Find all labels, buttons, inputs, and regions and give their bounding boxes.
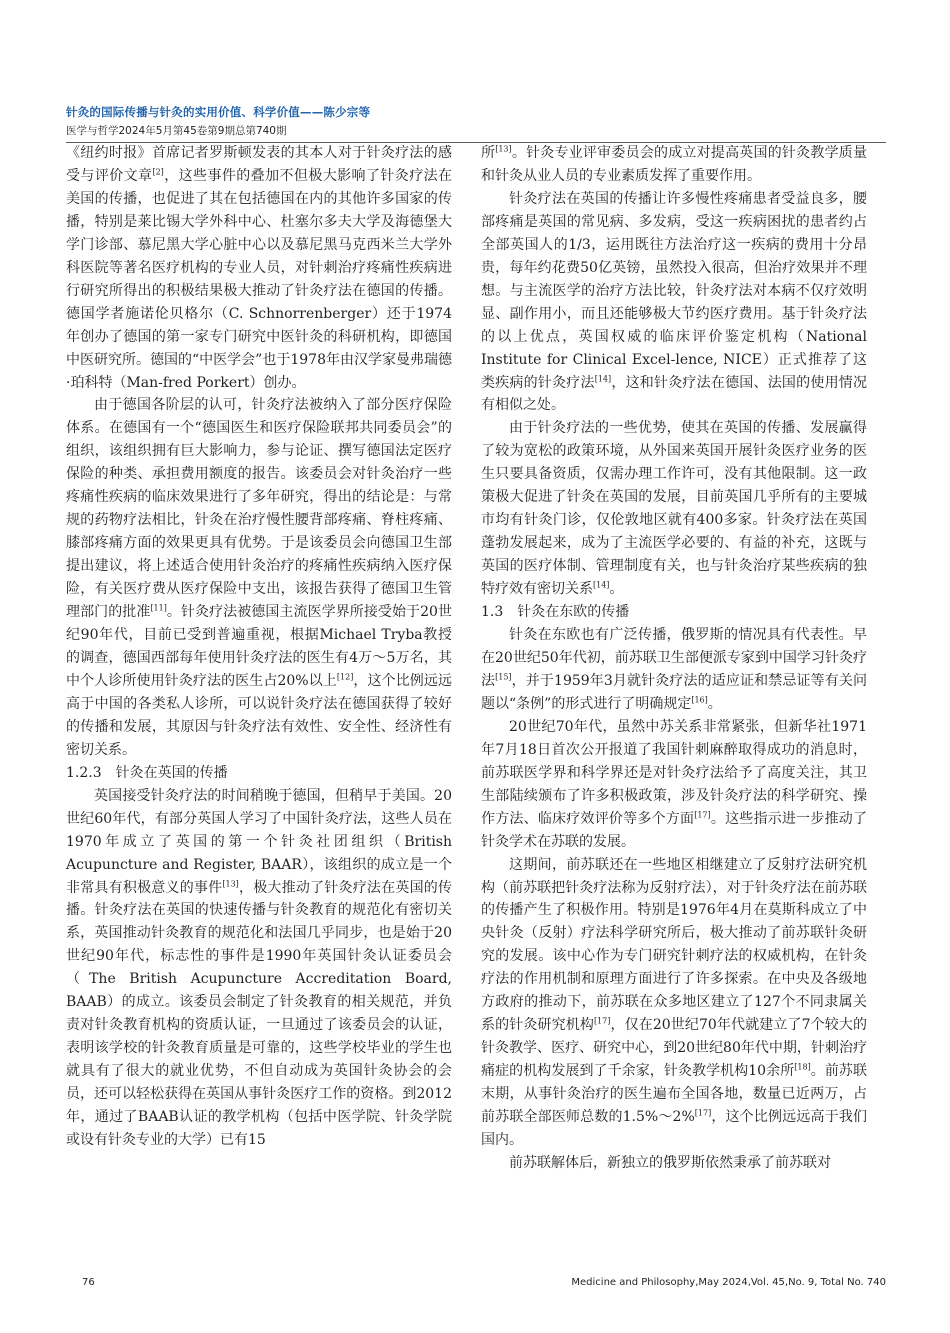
citation[interactable]: [12] xyxy=(336,672,354,682)
right-column xyxy=(481,142,867,1175)
paragraph: 针灸疗法在英国的传播让许多慢性疼痛患者受益良多，腰部疼痛是英国的常见病、多发病，受这一疾病困扰的患者约占全部英国人的1/3，运用既往方法治疗这一疾病的费用十分昂贵，每年约花费50亿英镑，虽然投入很高，但治疗效果并不理想。与主流医学的治疗方法比较，针灸疗法对本病不仅疗效明显、副作用小，而且还能够极大节约医疗费用。基于针灸疗法的以上优点，英国权威的临床评价鉴定机构（National Institute for Clinical Excel-lence, NICE）正式推荐了这类疾病的针灸疗法[14]，这和针灸疗法在德国、法国的使用情况有相似之处。 xyxy=(481,190,868,414)
paragraph: 《纽约时报》首席记者罗斯顿发表的其本人对于针灸疗法的感受与评价文章[2]，这些事件的叠加不但极大影响了针灸疗法在美国的传播，也促进了其在包括德国在内的其他许多国家的传播，特别是莱比锡大学外科中心、杜塞尔多夫大学及海德堡大学门诊部、慕尼黑大学心脏中心以及慕尼黑马克西米兰大学外科医院等著名医疗机构的专业人员，对针刺治疗疼痛性疾病进行研究所得出的积极结果极大推动了针灸疗法在德国的传播。德国学者施诺伦贝格尔（C. Schnorrenberger）还于1974年创办了德国的第一家专门研究中医针灸的科研机构，即德国中医研究所。德国的“中医学会”也于1978年由汉学家曼弗瑞德·珀科特（Man-fred Porkert）创办。 xyxy=(66,145,453,391)
citation[interactable]: [17] xyxy=(694,809,711,819)
left-column xyxy=(66,142,452,1152)
section-heading: 1.2.3 针灸在英国的传播 xyxy=(66,764,228,781)
citation[interactable]: [14] xyxy=(594,373,612,383)
citation[interactable]: [17] xyxy=(694,1108,712,1118)
citation[interactable]: [17] xyxy=(593,1016,611,1026)
running-header xyxy=(66,104,886,143)
paragraph: 英国接受针灸疗法的时间稍晚于德国，但稍早于美国。20世纪60年代，有部分英国人学习了中国针灸疗法，这些人员在1970年成立了英国的第一个针灸社团组织（British Acupuncture and Register, BAAR），该组织的成立是一个非常具有积极意义的事件[13]，极大推动了针灸疗法在英国的传播。针灸疗法在英国的快速传播与针灸教育的规范化有密切关系，英国推动针灸教育的规范化和法国几乎同步，也是始于20世纪90年代，标志性的事件是1990年英国针灸认证委员会（The British Acupuncture Accreditation Board, BAAB）的成立。该委员会制定了针灸教育的相关规范，并负责对针灸教育机构的资质认证，一旦通过了该委员会的认证，表明该学校的针灸教育质量是可靠的，这些学校毕业的学生也就具有了很大的就业优势，不但自动成为英国针灸协会的会员，还可以轻松获得在英国从事针灸医疗工作的资格。到2012年，通过了BAAB认证的教学机构（包括中医学院、针灸学院或设有针灸专业的大学）已有15 xyxy=(66,787,452,1148)
citation[interactable]: [15] xyxy=(495,672,512,682)
paragraph: 由于针灸疗法的一些优势，使其在英国的传播、发展赢得了较为宽松的政策环境，从外国来英国开展针灸医疗业务的医生只要具备资质，仅需办理工作许可，没有其他限制。这一政策极大促进了针灸在英国的发展，目前英国几乎所有的主要城市均有针灸门诊，仅伦敦地区就有400多家。针灸疗法在英国蓬勃发展起来，成为了主流医学必要的、有益的补充，这既与英国的医疗体制、管理制度有关，也与针灸治疗某些疾病的独特疗效有密切关系[14]。 xyxy=(481,420,867,598)
paragraph: 这期间，前苏联还在一些地区相继建立了反射疗法研究机构（前苏联把针灸疗法称为反射疗法），对于针灸疗法在前苏联的传播产生了积极作用。特别是1976年4月在莫斯科成立了中央针灸（反射）疗法科学研究所后，极大推动了前苏联针灸研究的发展。该中心作为专门研究针刺疗法的权威机构，在针灸疗法的作用机制和原理方面进行了许多探索。在中央及各级地方政府的推动下，前苏联在众多地区建立了127个不同隶属关系的针灸研究机构[17]，仅在20世纪70年代就建立了7个较大的针灸教学、医疗、研究中心，到20世纪80年代中期，针刺治疗痛症的机构发展到了千余家，针灸教学机构10余所[18]。前苏联末期，从事针灸治疗的医生遍布全国各地，数量已近两万，占前苏联全部医师总数的1.5%～2%[17]，这个比例远远高于我们国内。 xyxy=(481,856,868,1148)
citation[interactable]: [11] xyxy=(150,603,167,613)
paragraph: 所[13]。针灸专业评审委员会的成立对提高英国的针灸教学质量和针灸从业人员的专业素质发挥了重要作用。 xyxy=(481,144,868,184)
citation[interactable]: [13] xyxy=(222,878,239,888)
citation[interactable]: [16] xyxy=(691,695,708,705)
citation[interactable]: [18] xyxy=(794,1062,811,1072)
citation[interactable]: [13] xyxy=(495,144,512,154)
paragraph: 由于德国各阶层的认可，针灸疗法被纳入了部分医疗保险体系。在德国有一个“德国医生和医疗保险联邦共同委员会”的组织，该组织拥有巨大影响力，参与论证、撰写德国法定医疗保险的种类、承担费用额度的报告。该委员会对针灸治疗一些疼痛性疾病的临床效果进行了多年研究，得出的结论是：与常规的药物疗法相比，针灸在治疗慢性腰背部疼痛、脊柱疼痛、膝部疼痛方面的效果更具有优势。于是该委员会向德国卫生部提出建议，将上述适合使用针灸治疗的疼痛性疾病纳入医疗保险，有关医疗费从医疗保险中支出，该报告获得了德国卫生管理部门的批准[11]。针灸疗法被德国主流医学界所接受始于20世纪90年代，目前已受到普遍重视，根据Michael Tryba教授的调查，德国西部每年使用针灸疗法的医生有4万～5万名，其中个人诊所使用针灸疗法的医生占20%以上[12]，这个比例远远高于中国的各类私人诊所，可以说针灸疗法在德国获得了较好的传播和发展，其原因与针灸疗法有效性、安全性、经济性有密切关系。 xyxy=(66,397,452,758)
citation[interactable]: [2] xyxy=(152,167,164,177)
running-title: 针灸的国际传播与针灸的实用价值、科学价值——陈少宗等 xyxy=(66,105,371,119)
paragraph: 前苏联解体后，新独立的俄罗斯依然秉承了前苏联对 xyxy=(509,1154,831,1171)
paragraph: 20世纪70年代，虽然中苏关系非常紧张，但新华社1971年7月18日首次公开报道了我国针刺麻醉取得成功的消息时，前苏联医学界和科学界还是对针灸疗法给予了高度关注，其卫生部陆续颁布了许多积极政策，涉及针灸疗法的科学研究、操作方法、临床疗效评价等多个方面[17]。这些指示进一步推动了针灸学术在苏联的发展。 xyxy=(481,718,867,850)
citation[interactable]: [14] xyxy=(593,580,610,590)
paragraph: 针灸在东欧也有广泛传播，俄罗斯的情况具有代表性。早在20世纪50年代初，前苏联卫生部便派专家到中国学习针灸疗法[15]，并于1959年3月就针灸疗法的适应证和禁忌证等有关问题以“条例”的形式进行了明确规定[16]。 xyxy=(481,627,867,712)
section-heading: 1.3 针灸在东欧的传播 xyxy=(481,604,630,621)
journal-issue-info: 医学与哲学2024年5月第45卷第9期总第740期 xyxy=(66,125,287,137)
page-number: 76 xyxy=(82,1277,95,1288)
journal-citation: Medicine and Philosophy,May 2024,Vol. 45,No. 9, Total No. 740 xyxy=(571,1277,886,1288)
